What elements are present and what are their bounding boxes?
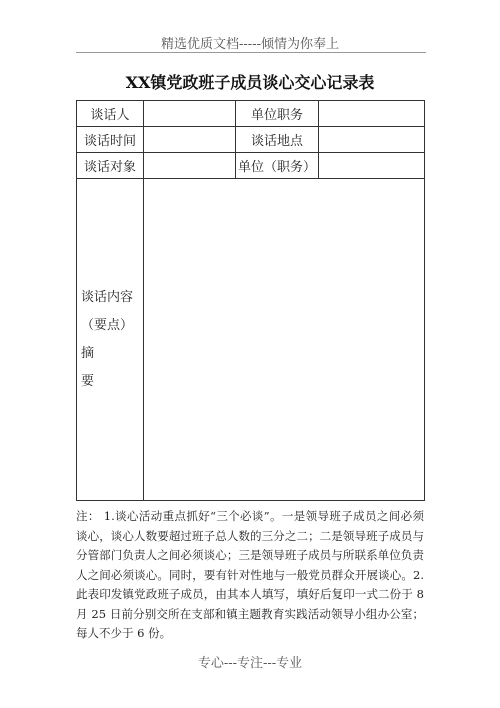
- unit-position-field[interactable]: [319, 101, 425, 127]
- table-row: [77, 127, 425, 153]
- content-label-line: 谈话内容: [81, 289, 134, 305]
- talk-place-label: 谈话地点: [236, 127, 319, 153]
- talk-time-field[interactable]: [144, 127, 236, 153]
- target-unit-field[interactable]: [319, 153, 425, 179]
- talk-target-label: 谈话对象: [77, 153, 144, 179]
- table-row: [77, 153, 425, 179]
- talk-place-field[interactable]: [319, 127, 425, 153]
- table-row: [77, 179, 425, 501]
- content-summary-field[interactable]: [144, 179, 425, 501]
- note-text: 注： 1.谈心活动重点抓好“三个必谈”。一是领导班子成员之间必须谈心，谈心人数要超过班子总人数的三分之二；二是领导班子成员与分管部门负责人之间必须谈心；三是领导班子成员与所联系单位负责人之间必须谈心。同时，要有针对性地与一般党员群众开展谈心。2.此表印发镇党政班子成员，由其本人填写，填好后复印一式二份于 8月 25 日前分别交所在支部和镇主题教育实践活动领导小组办公室；每人不少于 6 份。: [76, 509, 424, 640]
- talk-time-label: 谈话时间: [77, 127, 144, 153]
- unit-position-label: 单位职务: [236, 101, 319, 127]
- content-summary-label: [77, 179, 144, 501]
- page-header: 精选优质文档-----倾情为你奉上: [161, 37, 339, 52]
- talk-target-field[interactable]: [144, 153, 236, 179]
- page-footer: 专心---专注---专业: [197, 656, 303, 671]
- talker-field[interactable]: [144, 101, 236, 127]
- form-title: XX镇党政班子成员谈心交心记录表: [125, 73, 375, 92]
- content-label-line: （要点）摘: [81, 317, 134, 361]
- record-form-table: [76, 100, 425, 501]
- content-label-line: 要: [81, 373, 95, 389]
- talker-label: 谈话人: [77, 101, 144, 127]
- table-row: [77, 101, 425, 127]
- target-unit-label: 单位（职务）: [236, 153, 319, 179]
- header-rule: [76, 52, 426, 53]
